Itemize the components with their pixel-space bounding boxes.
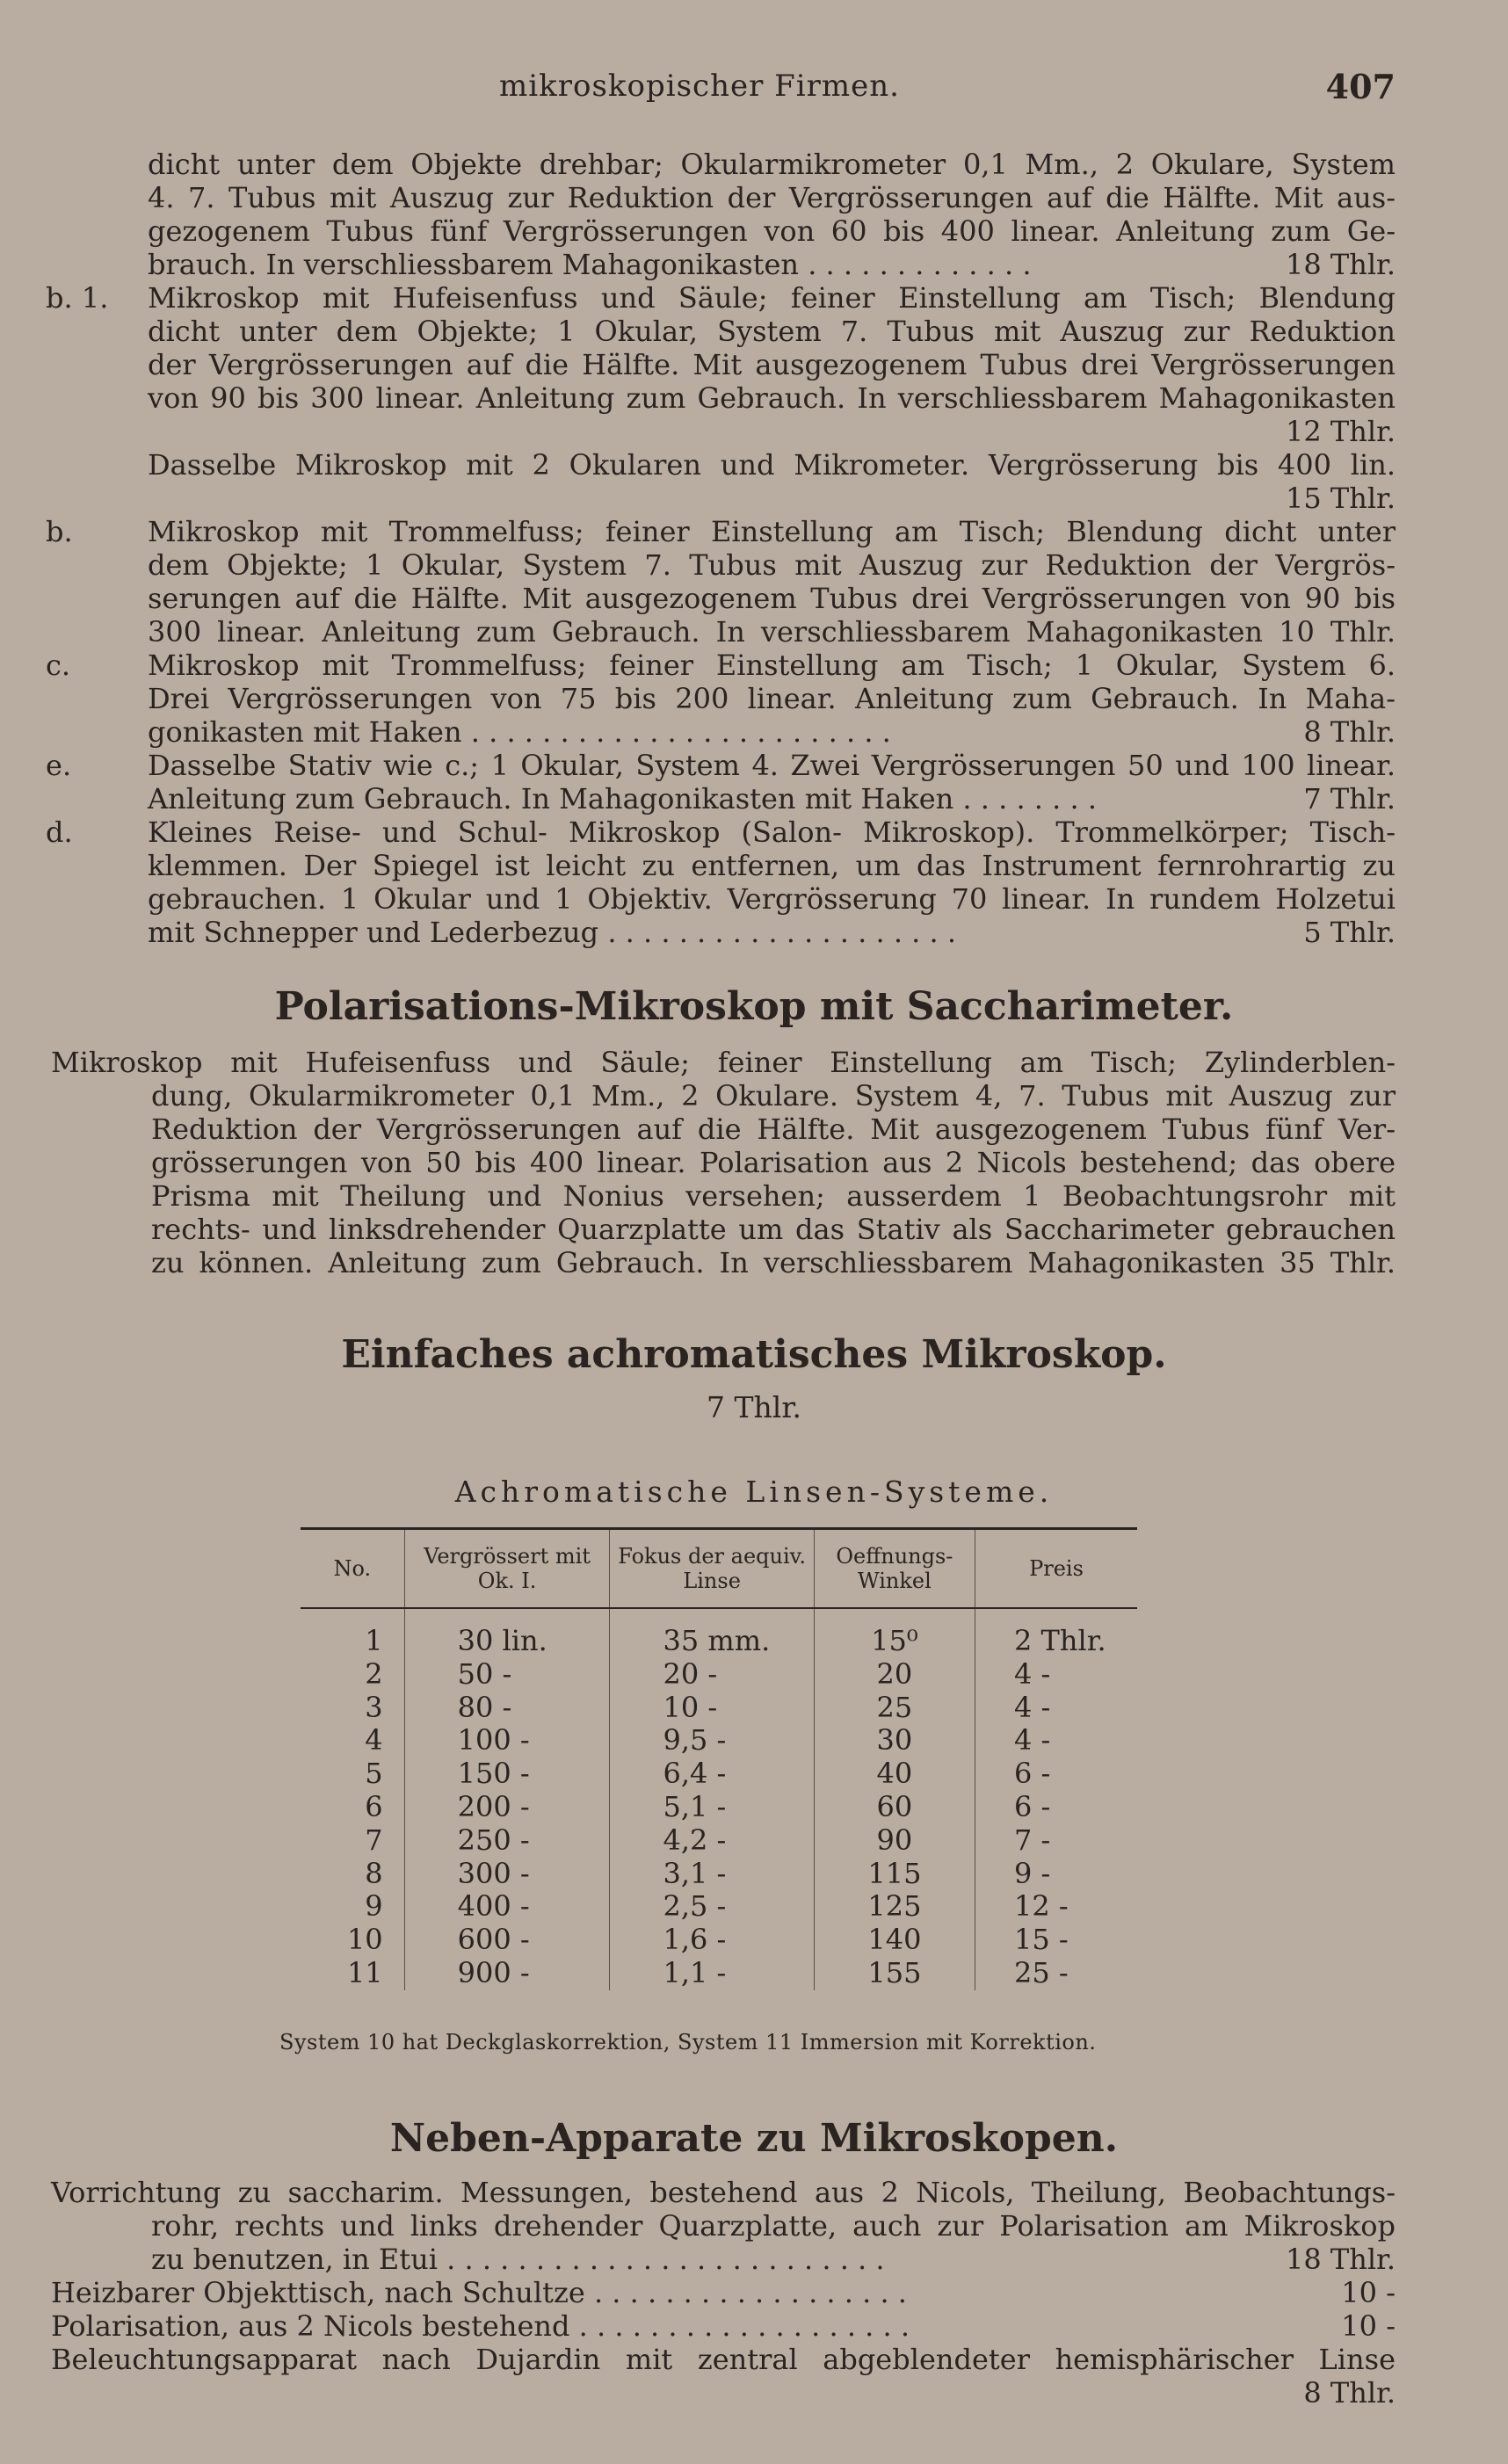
text-line: brauch. In verschliessbarem Mahagonikasten . . . . . . . . . . . . .	[148, 248, 1032, 281]
price: 10 -	[1341, 2276, 1396, 2309]
cell-price: 2 Thlr.	[975, 1608, 1137, 1658]
cell-magnification: 400 -	[404, 1890, 610, 1924]
cell-no: 2	[365, 1656, 383, 1691]
item-label: e.	[46, 749, 72, 782]
table-row	[301, 1924, 1137, 1957]
price: 10 -	[1341, 2309, 1396, 2343]
cell-focus: 1,1 -	[610, 1957, 814, 1990]
cell-magnification: 50 -	[404, 1658, 610, 1692]
cell-aperture: 115	[814, 1858, 975, 1891]
text-line: Polarisation, aus 2 Nicols bestehend . . . . . . . . . . . . . . . . . . .	[51, 2309, 910, 2343]
cell-focus: 5,1 -	[610, 1791, 814, 1824]
column-header-aperture: Oeffnungs-Winkel	[814, 1529, 975, 1609]
cell-aperture: 140	[814, 1924, 975, 1957]
table-row	[301, 1757, 1137, 1791]
cell-aperture: 40	[814, 1757, 975, 1791]
cell-price: 12 -	[975, 1890, 1137, 1924]
cell-aperture: 15⁰	[814, 1608, 975, 1658]
table-row	[301, 1890, 1137, 1924]
text-line: dicht unter dem Objekte drehbar; Okularmikrometer 0,1 Mm., 2 Okulare, System	[148, 148, 1396, 181]
cell-aperture: 30	[814, 1724, 975, 1757]
text-line: 4. 7. Tubus mit Auszug zur Reduktion der Vergrösserungen auf die Hälfte. Mit aus-	[148, 181, 1396, 214]
cell-aperture: 155	[814, 1957, 975, 1990]
column-header-focus: Fokus der aequiv. Linse	[610, 1529, 814, 1609]
cell-magnification: 250 -	[404, 1824, 610, 1858]
lens-systems-table	[301, 1527, 1137, 1990]
cell-price: 15 -	[975, 1924, 1137, 1957]
cell-focus: 2,5 -	[610, 1890, 814, 1924]
cell-focus: 1,6 -	[610, 1924, 814, 1957]
section-heading-neben-apparate: Neben-Apparate zu Mikroskopen.	[389, 2116, 1119, 2161]
cell-no: 11	[346, 1955, 383, 1989]
text-line: Vorrichtung zu saccharim. Messungen, bestehend aus 2 Nicols, Theilung, Beobachtungs-	[51, 2176, 1396, 2209]
column-header-magnification: Vergrössert mit Ok. I.	[404, 1529, 610, 1609]
cell-price: 4 -	[975, 1692, 1137, 1725]
text-line: Mikroskop mit Hufeisenfuss und Säule; feiner Einstellung am Tisch; Blendung	[148, 281, 1396, 315]
cell-magnification: 300 -	[404, 1858, 610, 1891]
cell-focus: 20 -	[610, 1658, 814, 1692]
page-number: 407	[1325, 67, 1396, 106]
text-line: Beleuchtungsapparat nach Dujardin mit zentral abgeblendeter hemisphärischer Linse	[51, 2343, 1396, 2376]
table-row	[301, 1791, 1137, 1824]
cell-aperture: 125	[814, 1890, 975, 1924]
cell-no: 8	[365, 1856, 383, 1890]
cell-focus: 35 mm.	[610, 1608, 814, 1658]
achromatic-price: 7 Thlr.	[707, 1390, 801, 1424]
text-line: Reduktion der Vergrösserungen auf die Hälfte. Mit ausgezogenem Tubus fünf Ver-	[151, 1112, 1396, 1146]
text-line: dung, Okularmikrometer 0,1 Mm., 2 Okulare. System 4, 7. Tubus mit Auszug zur	[151, 1079, 1396, 1112]
cell-aperture: 60	[814, 1791, 975, 1824]
cell-no: 3	[365, 1690, 383, 1724]
cell-price: 6 -	[975, 1757, 1137, 1791]
cell-aperture: 25	[814, 1692, 975, 1725]
cell-no: 10	[346, 1923, 383, 1957]
text-line: zu benutzen, in Etui . . . . . . . . . . . . . . . . . . . . . . . . .	[151, 2243, 885, 2276]
price: 12 Thlr.	[1285, 415, 1396, 448]
text-line: rechts- und linksdrehender Quarzplatte um das Stativ als Saccharimeter gebrauchen	[151, 1213, 1396, 1246]
text-line: Anleitung zum Gebrauch. In Mahagonikasten mit Haken . . . . . . . .	[148, 782, 1097, 815]
column-header-no: No.	[333, 1556, 372, 1581]
text-line: Heizbarer Objekttisch, nach Schultze . . . . . . . . . . . . . . . . . .	[51, 2276, 907, 2309]
text-line: zu können. Anleitung zum Gebrauch. In verschliessbarem Mahagonikasten 35 Thlr.	[151, 1246, 1396, 1279]
item-label: b.	[46, 515, 73, 548]
text-line: Prisma mit Theilung und Nonius versehen; ausserdem 1 Beobachtungsrohr mit	[151, 1179, 1396, 1213]
item-label: d.	[46, 815, 73, 849]
cell-no: 5	[365, 1757, 383, 1791]
cell-aperture: 90	[814, 1824, 975, 1858]
text-line: gonikasten mit Haken . . . . . . . . . . . . . . . . . . . . . . . .	[148, 715, 891, 749]
text-line: gezogenem Tubus fünf Vergrösserungen von 60 bis 400 linear. Anleitung zum Ge-	[148, 214, 1396, 248]
cell-price: 4 -	[975, 1658, 1137, 1692]
text-line: von 90 bis 300 linear. Anleitung zum Gebrauch. In verschliessbarem Mahagonikasten	[148, 381, 1396, 415]
text-line: Mikroskop mit Trommelfuss; feiner Einstellung am Tisch; 1 Okular, System 6.	[148, 649, 1396, 682]
text-line: dicht unter dem Objekte; 1 Okular, System 7. Tubus mit Auszug zur Reduktion	[148, 315, 1396, 348]
text-line: Mikroskop mit Hufeisenfuss und Säule; feiner Einstellung am Tisch; Zylinderblen-	[51, 1046, 1396, 1079]
cell-focus: 6,4 -	[610, 1757, 814, 1791]
column-header-price: Preis	[975, 1529, 1137, 1609]
text-line: Kleines Reise- und Schul- Mikroskop (Salon- Mikroskop). Trommelkörper; Tisch-	[148, 815, 1396, 849]
cell-price: 9 -	[975, 1858, 1137, 1891]
price: 18 Thlr.	[1285, 248, 1396, 281]
cell-price: 7 -	[975, 1824, 1137, 1858]
table-row	[301, 1824, 1137, 1858]
text-line: Dasselbe Mikroskop mit 2 Okularen und Mikrometer. Vergrösserung bis 400 lin.	[148, 448, 1396, 482]
text-line: Mikroskop mit Trommelfuss; feiner Einstellung am Tisch; Blendung dicht unter	[148, 515, 1396, 548]
cell-focus: 9,5 -	[610, 1724, 814, 1757]
running-title: mikroskopischer Firmen.	[499, 69, 900, 104]
text-line: mit Schnepper und Lederbezug . . . . . . . . . . . . . . . . . . . .	[148, 916, 957, 949]
price: 5 Thlr.	[1303, 916, 1396, 949]
lens-systems-table-wrapper	[301, 1527, 1137, 1990]
cell-magnification: 600 -	[404, 1924, 610, 1957]
text-line: Dasselbe Stativ wie c.; 1 Okular, System 4. Zwei Vergrösserungen 50 und 100 linear.	[148, 749, 1396, 782]
item-label: c.	[46, 649, 71, 682]
cell-no: 1	[365, 1624, 383, 1657]
text-line: grösserungen von 50 bis 400 linear. Polarisation aus 2 Nicols bestehend; das obere	[151, 1146, 1396, 1179]
text-line: dem Objekte; 1 Okular, System 7. Tubus mit Auszug zur Reduktion der Vergrös-	[148, 548, 1396, 582]
page-header	[0, 69, 1508, 112]
cell-magnification: 80 -	[404, 1692, 610, 1725]
cell-no: 9	[365, 1889, 383, 1924]
cell-focus: 10 -	[610, 1692, 814, 1725]
cell-focus: 4,2 -	[610, 1824, 814, 1858]
cell-magnification: 200 -	[404, 1791, 610, 1824]
table-row	[301, 1858, 1137, 1891]
systems-title: Achromatische Linsen-Systeme.	[454, 1475, 1054, 1509]
cell-magnification: 100 -	[404, 1724, 610, 1757]
section-heading-achromatic: Einfaches achromatisches Mikroskop.	[341, 1332, 1167, 1377]
table-footnote: System 10 hat Deckglaskorrektion, System 11 Immersion mit Korrektion.	[279, 2030, 1097, 2055]
cell-focus: 3,1 -	[610, 1858, 814, 1891]
cell-no: 4	[365, 1723, 383, 1757]
table-row	[301, 1724, 1137, 1757]
section-heading-polarisation: Polarisations-Mikroskop mit Saccharimeter.	[274, 984, 1234, 1029]
text-line: rohr, rechts und links drehender Quarzplatte, auch zur Polarisation am Mikroskop	[151, 2209, 1396, 2243]
table-row	[301, 1957, 1137, 1990]
table-row	[301, 1692, 1137, 1725]
price: 8 Thlr.	[1303, 2376, 1396, 2410]
text-line: serungen auf die Hälfte. Mit ausgezogenem Tubus drei Vergrösserungen von 90 bis	[148, 582, 1396, 615]
text-line: Drei Vergrösserungen von 75 bis 200 linear. Anleitung zum Gebrauch. In Maha-	[148, 682, 1396, 715]
cell-no: 7	[365, 1823, 383, 1857]
text-line: klemmen. Der Spiegel ist leicht zu entfernen, um das Instrument fernrohrartig zu	[148, 849, 1396, 882]
cell-price: 6 -	[975, 1791, 1137, 1824]
cell-aperture: 20	[814, 1658, 975, 1692]
table-row	[301, 1608, 1137, 1658]
item-label: b. 1.	[46, 281, 109, 315]
price: 8 Thlr.	[1303, 715, 1396, 749]
cell-price: 4 -	[975, 1724, 1137, 1757]
price: 18 Thlr.	[1285, 2243, 1396, 2276]
text-line: der Vergrösserungen auf die Hälfte. Mit ausgezogenem Tubus drei Vergrösserungen	[148, 348, 1396, 381]
table-header-row	[301, 1529, 1137, 1609]
cell-price: 25 -	[975, 1957, 1137, 1990]
text-line: gebrauchen. 1 Okular und 1 Objektiv. Vergrösserung 70 linear. In rundem Holzetui	[148, 882, 1396, 916]
cell-magnification: 30 lin.	[404, 1608, 610, 1658]
table-row	[301, 1658, 1137, 1692]
price: 15 Thlr.	[1285, 482, 1396, 515]
cell-magnification: 900 -	[404, 1957, 610, 1990]
cell-magnification: 150 -	[404, 1757, 610, 1791]
cell-no: 6	[365, 1789, 383, 1823]
price: 7 Thlr.	[1303, 782, 1396, 815]
text-line: 300 linear. Anleitung zum Gebrauch. In verschliessbarem Mahagonikasten 10 Thlr.	[148, 615, 1396, 649]
